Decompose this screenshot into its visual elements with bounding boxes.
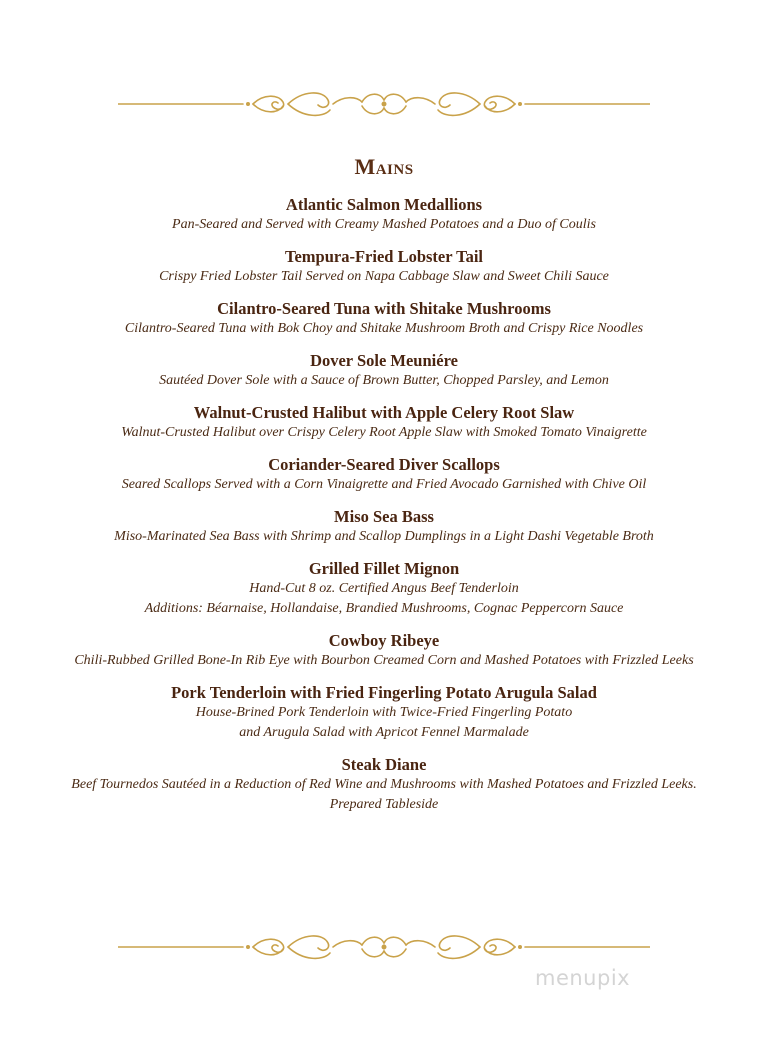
menu-item [0,507,768,547]
menu-item [0,755,768,815]
menu-item [0,631,768,671]
menu-item-description: Seared Scallops Served with a Corn Vinaigrette and Fried Avocado Garnished with Chive Oil [121,477,647,492]
menu-item-name: Walnut-Crusted Halibut with Apple Celery Root Slaw [193,403,575,422]
menu-item [0,559,768,619]
menu-item-name: Grilled Fillet Mignon [308,559,460,578]
menu-item [0,247,768,287]
menu-item [0,683,768,743]
menu-item-description: Cilantro-Seared Tuna with Bok Choy and Shitake Mushroom Broth and Crispy Rice Noodles [124,321,644,336]
menu-item [0,403,768,443]
menu-item-description: Beef Tournedos Sautéed in a Reduction of Red Wine and Mushrooms with Mashed Potatoes and Frizzled Leeks. [71,777,697,792]
menu-items-list [0,195,768,827]
menu-item-description: Walnut-Crusted Halibut over Crispy Celery Root Apple Slaw with Smoked Tomato Vinaigrette [121,425,647,440]
menu-item-description: Crispy Fried Lobster Tail Served on Napa Cabbage Slaw and Sweet Chili Sauce [159,269,609,284]
bottom-ornament-divider [118,929,650,965]
section-title: Mains [354,154,414,179]
menu-item-description: Miso-Marinated Sea Bass with Shrimp and Scallop Dumplings in a Light Dashi Vegetable Broth [114,529,654,544]
menu-item-description: Additions: Béarnaise, Hollandaise, Brandied Mushrooms, Cognac Peppercorn Sauce [144,601,624,616]
menu-item-name: Miso Sea Bass [334,507,434,526]
menu-item-name: Steak Diane [341,755,427,774]
menu-item [0,195,768,235]
menu-item-description: and Arugula Salad with Apricot Fennel Marmalade [239,725,529,740]
menu-item-name: Coriander-Seared Diver Scallops [268,455,500,474]
menu-item-description: Hand-Cut 8 oz. Certified Angus Beef Tenderloin [249,581,519,596]
menu-item-description: Pan-Seared and Served with Creamy Mashed Potatoes and a Duo of Coulis [172,217,596,232]
menu-item-name: Dover Sole Meuniére [310,351,458,370]
menu-item-description: House-Brined Pork Tenderloin with Twice-Fried Fingerling Potato [195,705,573,720]
menu-item-name: Cowboy Ribeye [328,631,440,650]
menu-item-description: Chili-Rubbed Grilled Bone-In Rib Eye with Bourbon Creamed Corn and Mashed Potatoes with Frizzled Leeks [74,653,694,668]
menu-item-description: Sautéed Dover Sole with a Sauce of Brown Butter, Chopped Parsley, and Lemon [159,373,609,388]
menu-item-name: Tempura-Fried Lobster Tail [284,247,484,266]
menu-item [0,299,768,339]
menupix-watermark: menupix [535,966,631,990]
menu-item-name: Atlantic Salmon Medallions [285,195,483,214]
menu-item-name: Cilantro-Seared Tuna with Shitake Mushrooms [217,299,551,318]
menu-item [0,455,768,495]
menu-item-name: Pork Tenderloin with Fried Fingerling Potato Arugula Salad [171,683,597,702]
menu-item [0,351,768,391]
menu-item-description: Prepared Tableside [329,797,439,812]
top-ornament-divider [118,86,650,122]
